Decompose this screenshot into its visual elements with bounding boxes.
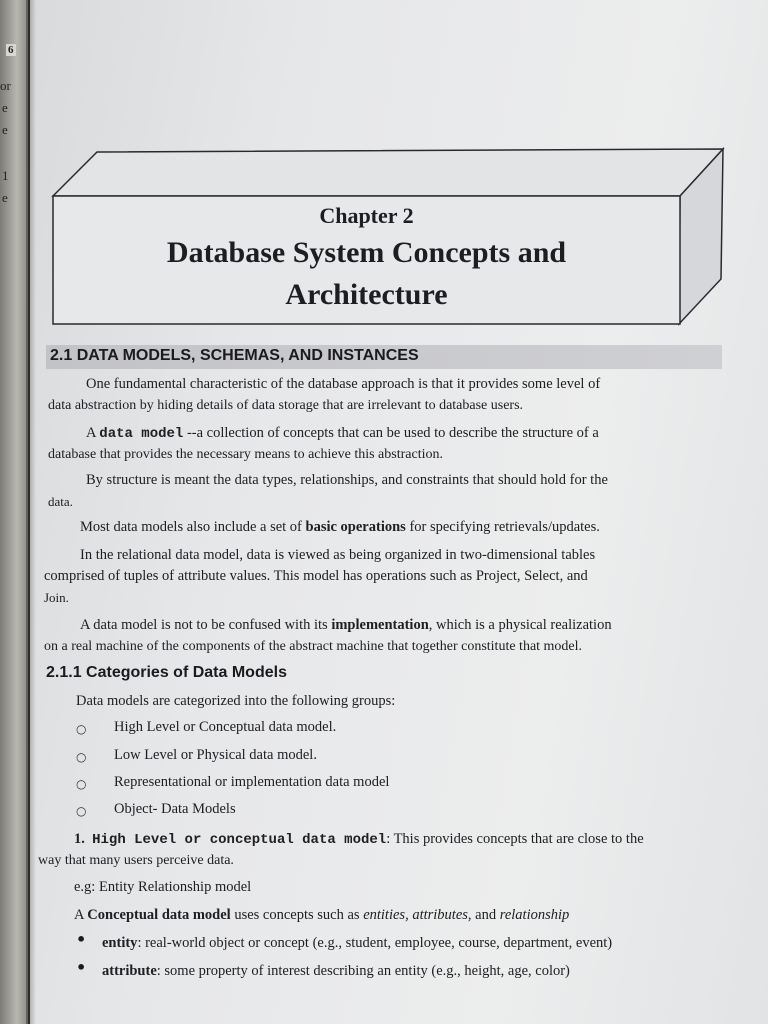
bullet-item-attribute: attribute: some property of interest describing an entity (e.g., height, age, color) [102, 963, 570, 979]
paragraph-1-line-1: One fundamental characteristic of the database approach is that it provides some level of [86, 376, 601, 392]
chapter-title [53, 232, 680, 316]
chapter-title-line-2: Architecture [285, 278, 448, 311]
numbered-item-1-line-2: way that many users perceive data. [38, 853, 234, 868]
conceptual-model-line: A Conceptual data model uses concepts such as entities, attributes, and relationship [74, 907, 570, 923]
previous-page-fragment: or [0, 78, 11, 93]
chapter-number: Chapter 2 [319, 203, 414, 228]
numbered-item-1-line-1: 1. High Level or conceptual data model: This provides concepts that are close to the [74, 831, 644, 848]
paragraph-1-line-2: data abstraction by hiding details of data storage that are irrelevant to database users. [48, 398, 524, 413]
paragraph-5-line-1: In the relational data model, data is viewed as being organized in two-dimensional tables [80, 547, 596, 563]
category-item: Representational or implementation data model [114, 774, 390, 790]
paragraph-3-line-2: data. [48, 494, 73, 509]
term-data-model: data model [99, 426, 184, 442]
paragraph-3-line-1: By structure is meant the data types, relationships, and constraints that should hold for the [86, 472, 608, 488]
term-implementation: implementation [331, 617, 429, 633]
bullet-icon: • [76, 930, 87, 949]
term-basic-operations: basic operations [305, 519, 406, 535]
circle-bullet-icon: ○ [76, 722, 87, 736]
category-item: High Level or Conceptual data model. [114, 719, 337, 735]
category-item: Low Level or Physical data model. [114, 747, 317, 763]
example-line: e.g: Entity Relationship model [74, 879, 252, 895]
chapter-title-line-1: Database System Concepts and [166, 236, 567, 269]
bullet-icon: • [76, 958, 87, 977]
circle-bullet-icon: ○ [76, 750, 87, 764]
section-heading: 2.1 DATA MODELS, SCHEMAS, AND INSTANCES [50, 347, 419, 364]
bullet-item-entity: entity: real-world object or concept (e.g., student, employee, course, department, event) [102, 935, 613, 951]
term-high-level-model: High Level or conceptual data model [92, 832, 387, 848]
previous-page-fragment: 1 [2, 168, 9, 183]
paragraph-2-line-2: database that provides the necessary means to achieve this abstraction. [48, 447, 443, 462]
term-conceptual-data-model: Conceptual data model [87, 907, 231, 923]
previous-page-fragment: e [2, 122, 8, 137]
paragraph-5-line-2: comprised of tuples of attribute values. This model has operations such as Project, Select, and [44, 568, 588, 584]
categories-intro: Data models are categorized into the following groups: [76, 693, 396, 709]
category-item: Object- Data Models [114, 801, 236, 817]
paragraph-4: Most data models also include a set of basic operations for specifying retrievals/updates. [80, 519, 600, 535]
circle-bullet-icon: ○ [76, 804, 87, 818]
previous-page-fragment: e [2, 100, 8, 115]
circle-bullet-icon: ○ [76, 777, 87, 791]
paragraph-2-line-1: A data model --a collection of concepts that can be used to describe the structure of a [86, 425, 599, 442]
previous-page-number: 6 [8, 44, 14, 56]
paragraph-6-line-1: A data model is not to be confused with its implementation, which is a physical realization [80, 617, 612, 633]
paragraph-6-line-2: on a real machine of the components of the abstract machine that together constitute that model. [44, 639, 583, 654]
paragraph-5-line-3: Join. [44, 590, 69, 605]
subsection-heading: 2.1.1 Categories of Data Models [46, 664, 287, 681]
previous-page-fragment: e [2, 190, 8, 205]
